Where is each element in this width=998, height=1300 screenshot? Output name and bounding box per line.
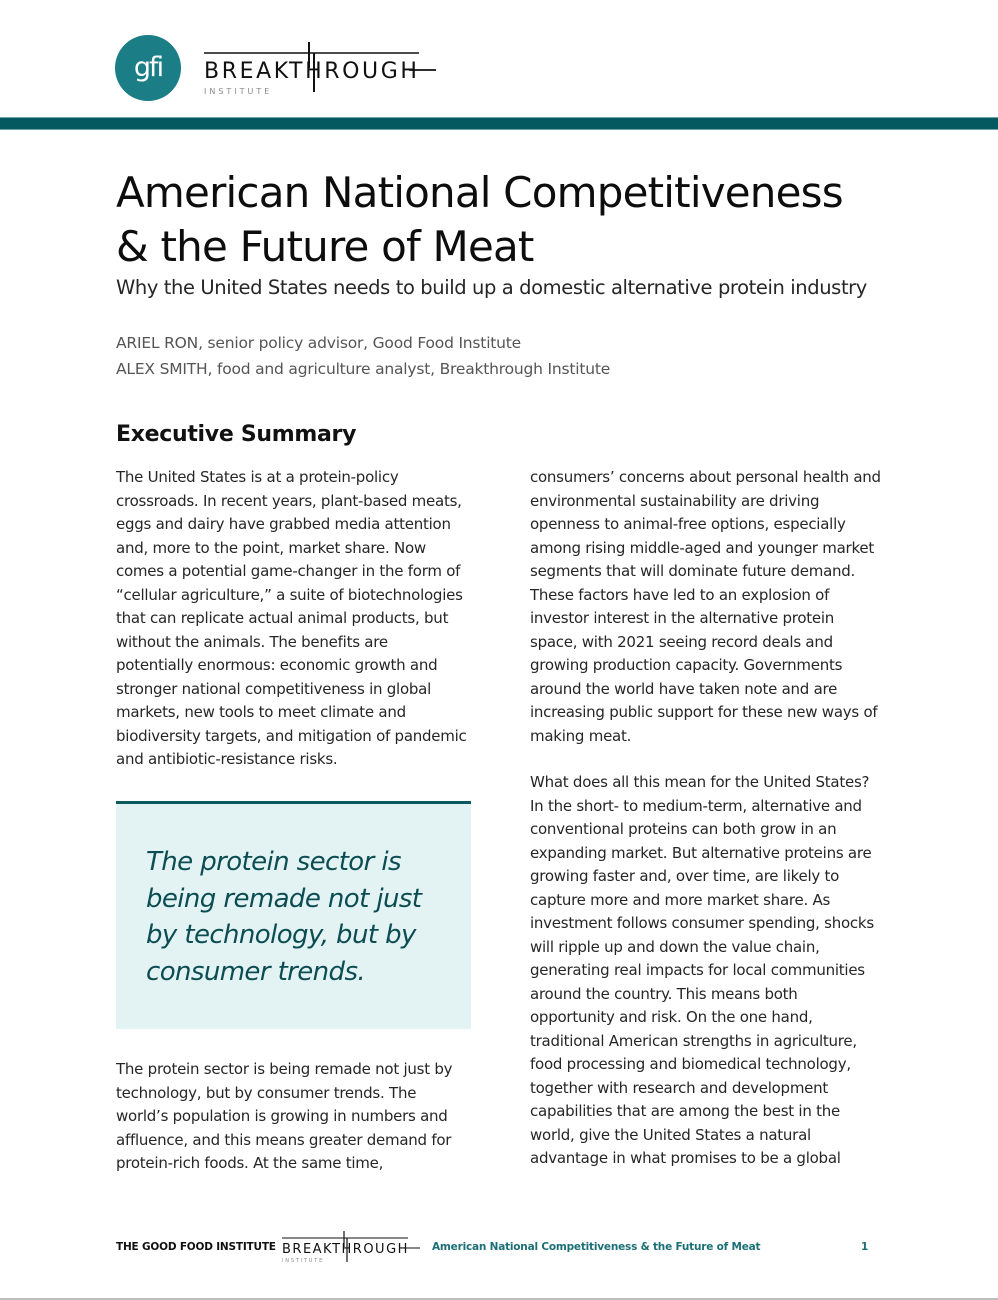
text-line: traditional American strengths in agriculture, — [530, 1031, 857, 1050]
text-line: and antibiotic-resistance risks. — [116, 750, 338, 768]
text-line: increasing public support for these new ways of — [530, 703, 878, 721]
text-line: These factors have led to an explosion of — [530, 585, 830, 604]
left-paragraph-2 — [116, 1058, 478, 1176]
header-divider-bar — [0, 117, 998, 130]
text-line: capabilities that are among the best in the — [530, 1102, 840, 1120]
footer-logo-word: BREAKTHROUGH — [282, 1242, 409, 1257]
breakthrough-logo-word: BREAKTHROUGH — [204, 59, 420, 84]
text-line: that can replicate actual animal products, but — [116, 609, 449, 627]
breakthrough-institute-logo — [204, 40, 439, 96]
text-line: space, with 2021 seeing record deals and — [530, 632, 833, 651]
pull-quote-text — [146, 844, 446, 990]
text-line: affluence, and this means greater demand for — [116, 1130, 452, 1149]
footer-breakthrough-logo — [282, 1230, 422, 1264]
page-number: 1 — [861, 1241, 869, 1253]
text-line: around the world have taken note and are — [530, 679, 838, 698]
text-line: making meat. — [530, 726, 632, 745]
text-line: The United States is at a protein-policy — [116, 468, 399, 486]
text-line: markets, new tools to meet climate and — [116, 703, 406, 721]
text-line: will ripple up and down the value chain, — [530, 937, 820, 956]
quote-line: consumer trends. — [146, 956, 366, 987]
footer-breakthrough-logo-graphic — [282, 1230, 422, 1264]
section-heading-executive-summary: Executive Summary — [116, 422, 357, 447]
quote-line: by technology, but by — [146, 920, 416, 950]
text-line: generating real impacts for local communities — [530, 961, 865, 979]
gfi-logo — [115, 35, 181, 101]
text-line: without the animals. The benefits are — [116, 632, 388, 651]
text-line: protein-rich foods. At the same time, — [116, 1154, 384, 1172]
text-line: eggs and dairy have grabbed media attention — [116, 515, 451, 533]
text-line: together with research and development — [530, 1078, 829, 1097]
text-line: investor interest in the alternative protein — [530, 609, 835, 627]
text-line: advantage in what promises to be a global — [530, 1149, 841, 1167]
text-line: world’s population is growing in numbers and — [116, 1107, 448, 1125]
text-line: “cellular agriculture,” a suite of biotechnologies — [116, 585, 463, 604]
text-line: The protein sector is being remade not just by — [116, 1060, 453, 1078]
text-line: segments that will dominate future demand. — [530, 562, 856, 580]
author-list — [116, 330, 816, 382]
text-line: growing production capacity. Governments — [530, 656, 843, 674]
left-paragraph-1 — [116, 466, 478, 772]
footer-logo-sub: INSTITUTE — [282, 1258, 325, 1264]
pull-quote-box — [116, 801, 471, 1029]
text-line: consumers’ concerns about personal health and — [530, 468, 881, 486]
text-line: technology, but by consumer trends. The — [116, 1083, 417, 1102]
footer-document-title: American National Competitiveness & the Future of Meat — [432, 1241, 761, 1253]
text-line: biodiversity targets, and mitigation of pandemic — [116, 726, 467, 745]
text-line: potentially enormous: economic growth and — [116, 656, 438, 674]
quote-line: The protein sector is — [146, 847, 401, 877]
text-line: openness to animal-free options, especially — [530, 515, 846, 533]
quote-line: being remade not just — [146, 883, 422, 914]
title-line: American National Competitiveness — [116, 168, 843, 217]
document-title — [116, 166, 916, 274]
author-line: ALEX SMITH, food and agriculture analyst, Breakthrough Institute — [116, 360, 611, 378]
footer-org-name: THE GOOD FOOD INSTITUTE — [116, 1241, 276, 1253]
text-line: environmental sustainability are driving — [530, 491, 820, 510]
text-line: expanding market. But alternative proteins are — [530, 843, 872, 862]
text-line: stronger national competitiveness in global — [116, 679, 432, 698]
text-line: around the country. This means both — [530, 984, 798, 1003]
text-line: What does all this mean for the United States? — [530, 773, 870, 791]
text-line: food processing and biomedical technology, — [530, 1055, 851, 1073]
text-line: investment follows consumer spending, shocks — [530, 914, 874, 932]
document-subtitle: Why the United States needs to build up a domestic alternative protein industry — [116, 276, 867, 299]
text-line: capture more and more market share. As — [530, 890, 831, 909]
author-line: ARIEL RON, senior policy advisor, Good Food Institute — [116, 334, 522, 352]
right-paragraph-2 — [530, 771, 890, 1171]
breakthrough-logo-sub: INSTITUTE — [204, 87, 273, 96]
text-line: world, give the United States a natural — [530, 1125, 811, 1144]
breakthrough-logo-graphic — [204, 40, 439, 96]
text-line: conventional proteins can both grow in an — [530, 820, 837, 838]
title-line: & the Future of Meat — [116, 222, 534, 271]
text-line: and, more to the point, market share. Now — [116, 538, 426, 557]
text-line: growing faster and, over time, are likely to — [530, 867, 840, 885]
right-paragraph-1 — [530, 466, 890, 748]
text-line: opportunity and risk. On the one hand, — [530, 1008, 813, 1026]
text-line: In the short- to medium-term, alternative and — [530, 796, 862, 815]
text-line: among rising middle-aged and younger market — [530, 538, 874, 557]
text-line: crossroads. In recent years, plant-based meats, — [116, 491, 462, 510]
text-line: comes a potential game-changer in the form of — [116, 562, 461, 580]
gfi-logo-text: gfi — [133, 51, 163, 83]
